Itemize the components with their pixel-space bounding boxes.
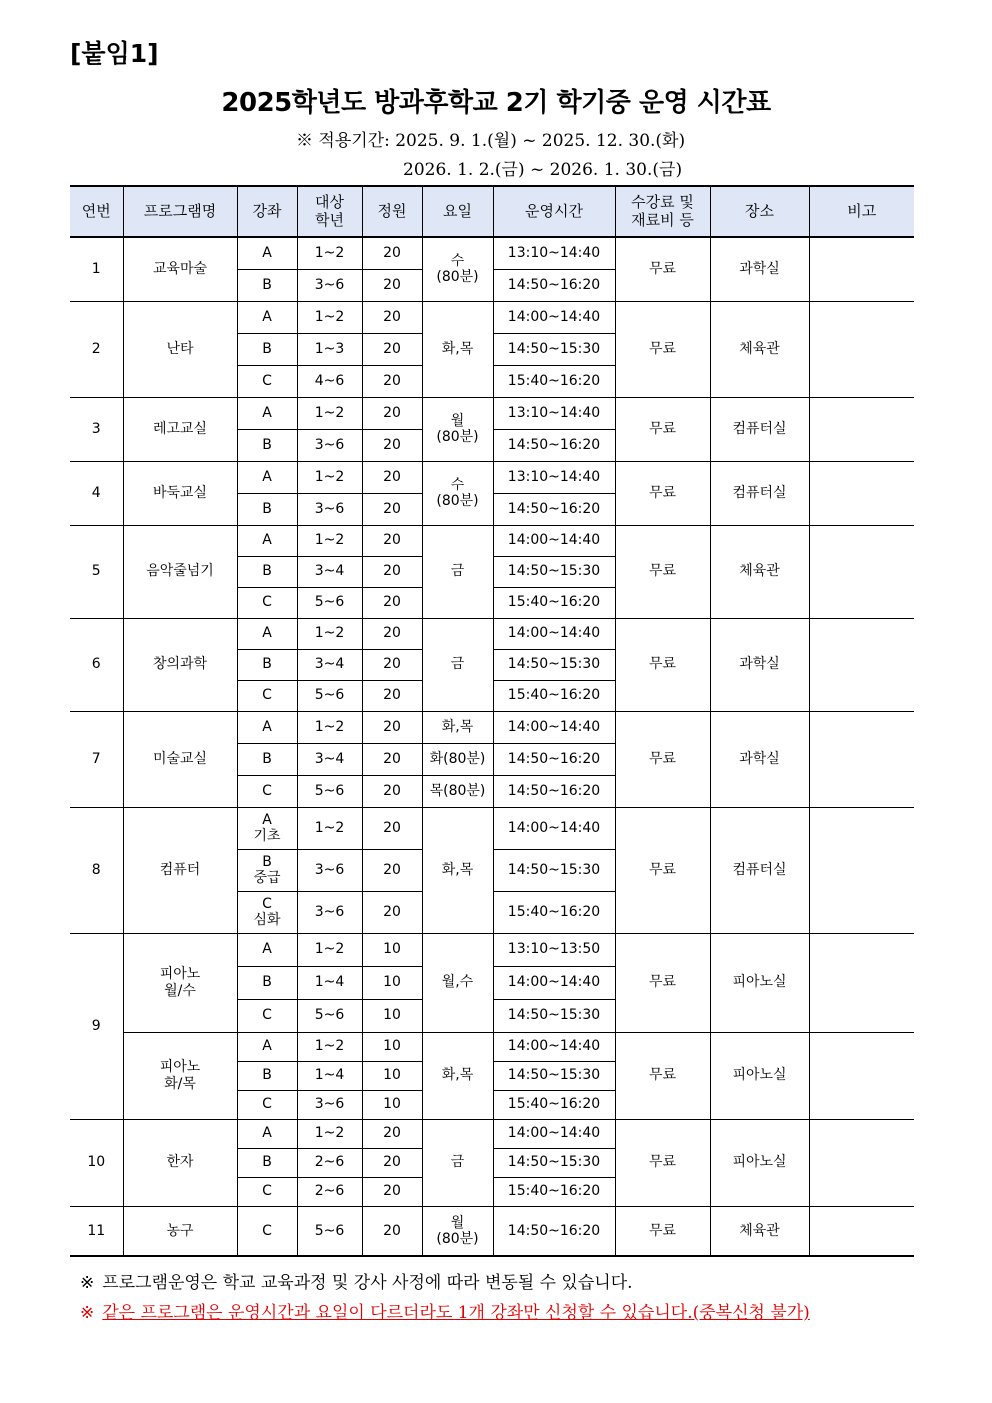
fee: 무료 [615, 1206, 710, 1256]
capacity: 20 [362, 743, 422, 775]
table-row [70, 397, 914, 429]
capacity: 20 [362, 618, 422, 649]
day: 수 (80분) [422, 461, 493, 525]
run-time: 13:10~14:40 [493, 237, 615, 269]
capacity: 20 [362, 1148, 422, 1177]
day: 금 [422, 1119, 493, 1206]
target-grade: 5~6 [297, 999, 362, 1032]
row-number: 9 [70, 933, 123, 1119]
target-grade: 1~2 [297, 461, 362, 493]
header-row [70, 186, 914, 237]
header-fee: 수강료 및 재료비 등 [615, 186, 710, 237]
remark [809, 1032, 914, 1119]
target-grade: 3~6 [297, 849, 362, 891]
run-time: 14:50~15:30 [493, 649, 615, 680]
class-code: B 중급 [237, 849, 297, 891]
fee: 무료 [615, 237, 710, 301]
run-time: 14:50~15:30 [493, 1148, 615, 1177]
schedule-table [70, 185, 914, 1257]
note-2-text: 같은 프로그램은 운영시간과 요일이 다르더라도 1개 강좌만 신청할 수 있습니다.(중복신청 불가) [102, 1303, 810, 1323]
run-time: 14:50~16:20 [493, 1206, 615, 1256]
attachment-label: [붙임1] [70, 39, 159, 68]
header-no: 연번 [70, 186, 123, 237]
class-code: B [237, 556, 297, 587]
fee: 무료 [615, 461, 710, 525]
class-code: B [237, 429, 297, 461]
class-code: B [237, 333, 297, 365]
run-time: 14:50~15:30 [493, 1061, 615, 1090]
fee: 무료 [615, 1119, 710, 1206]
day: 화,목 [422, 711, 493, 743]
row-number: 8 [70, 807, 123, 933]
day: 월,수 [422, 933, 493, 1032]
target-grade: 3~6 [297, 493, 362, 525]
run-time: 14:50~15:30 [493, 556, 615, 587]
program-name: 난타 [123, 301, 237, 397]
row-number: 11 [70, 1206, 123, 1256]
target-grade: 5~6 [297, 680, 362, 711]
class-code: A [237, 711, 297, 743]
target-grade: 1~4 [297, 966, 362, 999]
target-grade: 1~2 [297, 237, 362, 269]
header-time: 운영시간 [493, 186, 615, 237]
fee: 무료 [615, 525, 710, 618]
run-time: 14:00~14:40 [493, 1119, 615, 1148]
row-number: 5 [70, 525, 123, 618]
run-time: 14:00~14:40 [493, 966, 615, 999]
table-row [70, 1206, 914, 1256]
row-number: 10 [70, 1119, 123, 1206]
header-place: 장소 [710, 186, 809, 237]
place: 컴퓨터실 [710, 807, 809, 933]
fee: 무료 [615, 397, 710, 461]
run-time: 15:40~16:20 [493, 891, 615, 933]
header-program: 프로그램명 [123, 186, 237, 237]
capacity: 20 [362, 429, 422, 461]
program-name: 피아노 월/수 [123, 933, 237, 1032]
run-time: 14:00~14:40 [493, 1032, 615, 1061]
run-time: 15:40~16:20 [493, 1177, 615, 1206]
target-grade: 3~6 [297, 269, 362, 301]
class-code: C [237, 1090, 297, 1119]
target-grade: 3~4 [297, 556, 362, 587]
fee: 무료 [615, 1032, 710, 1119]
class-code: B [237, 1061, 297, 1090]
day: 금 [422, 618, 493, 711]
capacity: 20 [362, 1119, 422, 1148]
schedule-body [70, 237, 914, 1256]
capacity: 20 [362, 556, 422, 587]
note-2-mark: ※ [80, 1303, 95, 1323]
target-grade: 5~6 [297, 1206, 362, 1256]
remark [809, 525, 914, 618]
place: 컴퓨터실 [710, 461, 809, 525]
run-time: 14:50~16:20 [493, 269, 615, 301]
target-grade: 1~4 [297, 1061, 362, 1090]
class-code: C [237, 680, 297, 711]
target-grade: 1~2 [297, 711, 362, 743]
target-grade: 3~4 [297, 649, 362, 680]
class-code: A 기초 [237, 807, 297, 849]
table-row [70, 1119, 914, 1148]
period-line-1: ※ 적용기간: 2025. 9. 1.(월) ~ 2025. 12. 30.(화) [296, 131, 686, 151]
capacity: 20 [362, 891, 422, 933]
day: 화,목 [422, 807, 493, 933]
class-code: C [237, 1206, 297, 1256]
header-note: 비고 [809, 186, 914, 237]
class-code: A [237, 237, 297, 269]
run-time: 14:00~14:40 [493, 618, 615, 649]
place: 과학실 [710, 618, 809, 711]
fee: 무료 [615, 301, 710, 397]
page-title: 2025학년도 방과후학교 2기 학기중 운영 시간표 [221, 88, 771, 118]
capacity: 20 [362, 525, 422, 556]
class-code: A [237, 301, 297, 333]
place: 피아노실 [710, 1032, 809, 1119]
header-day: 요일 [422, 186, 493, 237]
fee: 무료 [615, 807, 710, 933]
target-grade: 1~2 [297, 807, 362, 849]
header-class: 강좌 [237, 186, 297, 237]
note-1 [80, 1268, 633, 1293]
remark [809, 237, 914, 301]
day: 화,목 [422, 1032, 493, 1119]
run-time: 15:40~16:20 [493, 680, 615, 711]
class-code: C [237, 587, 297, 618]
note-1-text: 프로그램운영은 학교 교육과정 및 강사 사정에 따라 변동될 수 있습니다. [102, 1273, 633, 1293]
remark [809, 807, 914, 933]
class-code: B [237, 269, 297, 301]
target-grade: 3~6 [297, 1090, 362, 1119]
run-time: 13:10~13:50 [493, 933, 615, 966]
capacity: 20 [362, 680, 422, 711]
target-grade: 1~2 [297, 301, 362, 333]
run-time: 15:40~16:20 [493, 587, 615, 618]
target-grade: 1~2 [297, 1032, 362, 1061]
day: 월 (80분) [422, 1206, 493, 1256]
program-name: 피아노 화/목 [123, 1032, 237, 1119]
class-code: A [237, 397, 297, 429]
target-grade: 5~6 [297, 587, 362, 618]
class-code: C [237, 999, 297, 1032]
capacity: 20 [362, 775, 422, 807]
class-code: B [237, 743, 297, 775]
place: 피아노실 [710, 933, 809, 1032]
program-name: 농구 [123, 1206, 237, 1256]
class-code: A [237, 1119, 297, 1148]
capacity: 20 [362, 807, 422, 849]
capacity: 20 [362, 269, 422, 301]
fee: 무료 [615, 618, 710, 711]
run-time: 14:50~15:30 [493, 999, 615, 1032]
class-code: B [237, 493, 297, 525]
run-time: 15:40~16:20 [493, 1090, 615, 1119]
remark [809, 1206, 914, 1256]
table-row [70, 807, 914, 849]
class-code: A [237, 933, 297, 966]
capacity: 20 [362, 301, 422, 333]
capacity: 20 [362, 397, 422, 429]
day: 금 [422, 525, 493, 618]
target-grade: 4~6 [297, 365, 362, 397]
table-row [70, 237, 914, 269]
capacity: 10 [362, 966, 422, 999]
day: 수 (80분) [422, 237, 493, 301]
place: 과학실 [710, 237, 809, 301]
run-time: 14:50~16:20 [493, 493, 615, 525]
target-grade: 3~4 [297, 743, 362, 775]
target-grade: 2~6 [297, 1148, 362, 1177]
run-time: 14:50~15:30 [493, 849, 615, 891]
place: 체육관 [710, 525, 809, 618]
capacity: 20 [362, 1206, 422, 1256]
target-grade: 1~2 [297, 933, 362, 966]
run-time: 14:50~16:20 [493, 775, 615, 807]
target-grade: 1~2 [297, 525, 362, 556]
remark [809, 301, 914, 397]
place: 체육관 [710, 1206, 809, 1256]
capacity: 10 [362, 999, 422, 1032]
row-number: 1 [70, 237, 123, 301]
program-name: 교육마술 [123, 237, 237, 301]
capacity: 20 [362, 711, 422, 743]
capacity: 20 [362, 365, 422, 397]
program-name: 컴퓨터 [123, 807, 237, 933]
capacity: 10 [362, 1032, 422, 1061]
capacity: 20 [362, 849, 422, 891]
target-grade: 1~2 [297, 397, 362, 429]
run-time: 14:00~14:40 [493, 301, 615, 333]
class-code: B [237, 649, 297, 680]
run-time: 14:50~16:20 [493, 743, 615, 775]
class-code: A [237, 525, 297, 556]
capacity: 20 [362, 649, 422, 680]
capacity: 10 [362, 1061, 422, 1090]
fee: 무료 [615, 933, 710, 1032]
capacity: 20 [362, 587, 422, 618]
header-grade: 대상 학년 [297, 186, 362, 237]
fee: 무료 [615, 711, 710, 807]
class-code: C 심화 [237, 891, 297, 933]
run-time: 13:10~14:40 [493, 461, 615, 493]
class-code: B [237, 1148, 297, 1177]
program-name: 바둑교실 [123, 461, 237, 525]
day: 화(80분) [422, 743, 493, 775]
place: 피아노실 [710, 1119, 809, 1206]
capacity: 10 [362, 1090, 422, 1119]
capacity: 20 [362, 493, 422, 525]
row-number: 2 [70, 301, 123, 397]
remark [809, 1119, 914, 1206]
day: 화,목 [422, 301, 493, 397]
table-row [70, 461, 914, 493]
run-time: 13:10~14:40 [493, 397, 615, 429]
row-number: 7 [70, 711, 123, 807]
run-time: 15:40~16:20 [493, 365, 615, 397]
remark [809, 933, 914, 1032]
day: 월 (80분) [422, 397, 493, 461]
capacity: 20 [362, 461, 422, 493]
table-row [70, 525, 914, 556]
place: 체육관 [710, 301, 809, 397]
program-name: 레고교실 [123, 397, 237, 461]
capacity: 20 [362, 333, 422, 365]
class-code: C [237, 775, 297, 807]
program-name: 음악줄넘기 [123, 525, 237, 618]
run-time: 14:00~14:40 [493, 711, 615, 743]
run-time: 14:50~16:20 [493, 429, 615, 461]
target-grade: 1~2 [297, 1119, 362, 1148]
capacity: 10 [362, 933, 422, 966]
table-row [70, 933, 914, 966]
program-name: 미술교실 [123, 711, 237, 807]
run-time: 14:00~14:40 [493, 807, 615, 849]
table-row [70, 1032, 914, 1061]
target-grade: 2~6 [297, 1177, 362, 1206]
run-time: 14:00~14:40 [493, 525, 615, 556]
period-line-2: 2026. 1. 2.(금) ~ 2026. 1. 30.(금) [403, 160, 683, 180]
target-grade: 1~3 [297, 333, 362, 365]
target-grade: 3~6 [297, 891, 362, 933]
note-1-mark: ※ [80, 1273, 95, 1293]
header-capacity: 정원 [362, 186, 422, 237]
place: 과학실 [710, 711, 809, 807]
row-number: 6 [70, 618, 123, 711]
table-row [70, 301, 914, 333]
class-code: A [237, 618, 297, 649]
place: 컴퓨터실 [710, 397, 809, 461]
day: 목(80분) [422, 775, 493, 807]
capacity: 20 [362, 237, 422, 269]
class-code: C [237, 365, 297, 397]
class-code: B [237, 966, 297, 999]
class-code: A [237, 1032, 297, 1061]
target-grade: 5~6 [297, 775, 362, 807]
run-time: 14:50~15:30 [493, 333, 615, 365]
class-code: C [237, 1177, 297, 1206]
class-code: A [237, 461, 297, 493]
row-number: 3 [70, 397, 123, 461]
table-row [70, 711, 914, 743]
row-number: 4 [70, 461, 123, 525]
target-grade: 3~6 [297, 429, 362, 461]
capacity: 20 [362, 1177, 422, 1206]
remark [809, 711, 914, 807]
remark [809, 397, 914, 461]
remark [809, 461, 914, 525]
target-grade: 1~2 [297, 618, 362, 649]
remark [809, 618, 914, 711]
program-name: 한자 [123, 1119, 237, 1206]
note-2 [80, 1298, 810, 1323]
table-row [70, 618, 914, 649]
program-name: 창의과학 [123, 618, 237, 711]
